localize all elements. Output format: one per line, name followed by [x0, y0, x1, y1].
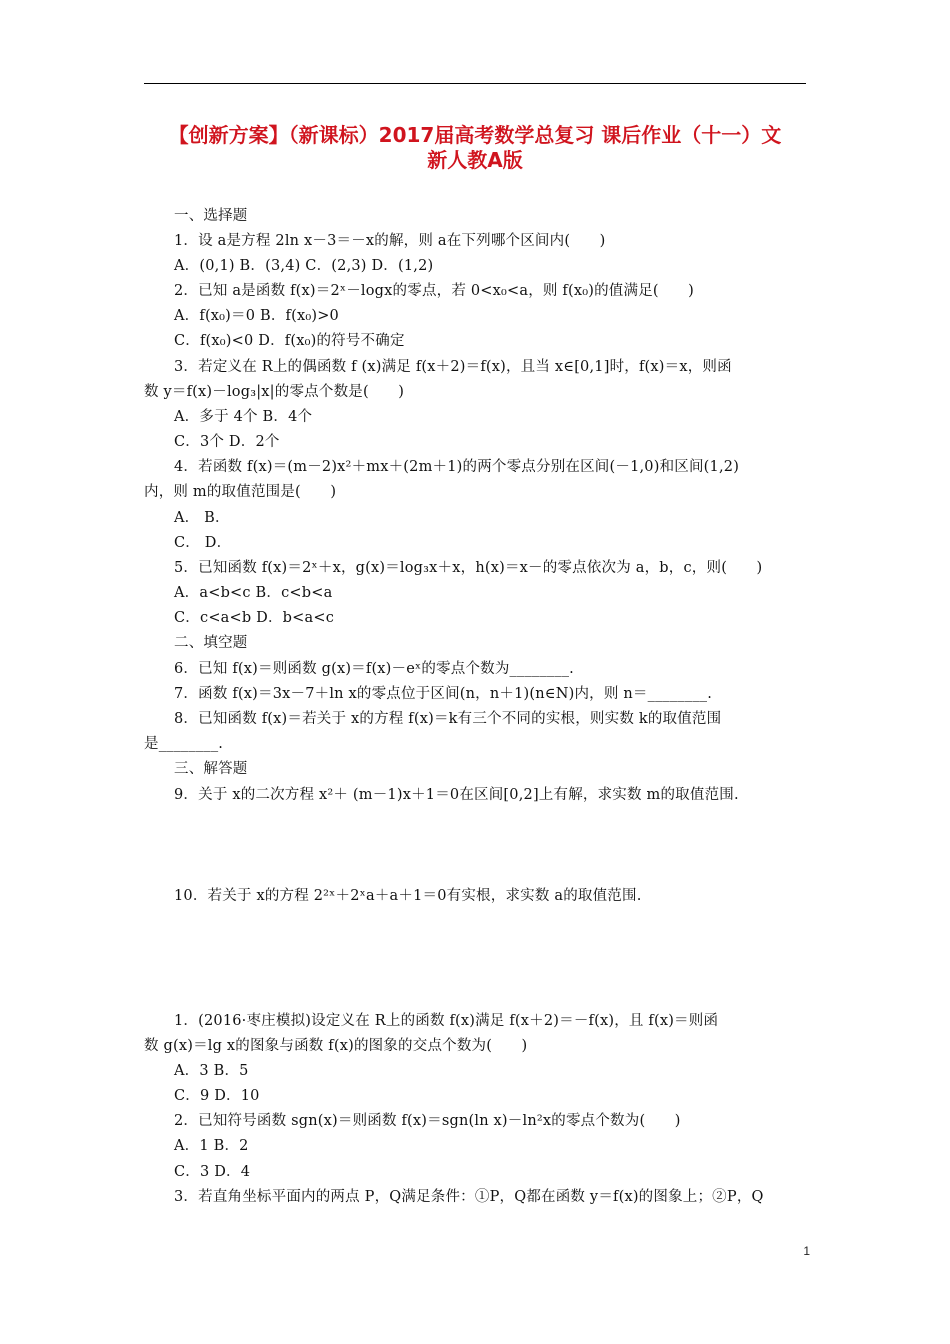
options-line: C．c<a<b D．b<a<c [174, 610, 335, 626]
question-line: 3．若定义在 R上的偶函数 f (x)满足 f(x＋2)＝f(x)，且当 x∈[0,1]时，f(x)＝x，则函 [174, 359, 732, 375]
document-title [144, 123, 806, 173]
options-line: A．1 B．2 [174, 1138, 249, 1154]
question-line-continued: 数 y＝f(x)－log₃|x|的零点个数是( ) [144, 384, 405, 400]
question-line-continued: 数 g(x)＝lg x的图象与函数 f(x)的图象的交点个数为( ) [144, 1038, 528, 1054]
title-line-2: 新人教A版 [427, 148, 523, 172]
title-line-1: 【创新方案】（新课标）2017届高考数学总复习 课后作业（十一）文 [168, 123, 782, 147]
question-line-continued: 是________. [144, 736, 224, 752]
options-line: A．3 B．5 [174, 1063, 249, 1079]
options-line: A．(0,1) B．(3,4) C．(2,3) D．(1,2) [174, 258, 434, 274]
options-line: C． D． [174, 535, 232, 551]
page-number: 1 [803, 1244, 810, 1258]
question-line: 1．设 a是方程 2ln x－3＝－x的解，则 a在下列哪个区间内( ) [174, 233, 606, 249]
options-line: C．3个 D．2个 [174, 434, 280, 450]
question-line: 10．若关于 x的方程 2²ˣ＋2ˣa＋a＋1＝0有实根，求实数 a的取值范围. [174, 888, 642, 904]
options-line: A． B． [174, 510, 230, 526]
question-line: 2．已知符号函数 sgn(x)＝则函数 f(x)＝sgn(ln x)－ln²x的零点个数为( ) [174, 1113, 681, 1129]
question-line: 3．若直角坐标平面内的两点 P，Q满足条件：①P，Q都在函数 y＝f(x)的图象上；②P，Q [174, 1189, 764, 1205]
section-heading: 一、选择题 [174, 208, 248, 224]
options-line: C．f(x₀)<0 D．f(x₀)的符号不确定 [174, 333, 405, 349]
question-line: 2．已知 a是函数 f(x)＝2ˣ－logx的零点，若 0<x₀<a，则 f(x₀)的值满足( ) [174, 283, 695, 299]
options-line: C．3 D．4 [174, 1164, 251, 1180]
question-line: 4．若函数 f(x)＝(m－2)x²＋mx＋(2m＋1)的两个零点分别在区间(－1,0)和区间(1,2) [174, 459, 740, 475]
options-line: A．多于 4个 B．4个 [174, 409, 313, 425]
question-line: 6．已知 f(x)＝则函数 g(x)＝f(x)－eˣ的零点个数为________. [174, 661, 574, 677]
question-line-continued: 内，则 m的取值范围是( ) [144, 484, 337, 500]
options-line: A．a<b<c B．c<b<a [174, 585, 333, 601]
question-line: 1．(2016·枣庄模拟)设定义在 R上的函数 f(x)满足 f(x＋2)＝－f(x)，且 f(x)＝则函 [174, 1013, 719, 1029]
question-line: 8．已知函数 f(x)＝若关于 x的方程 f(x)＝k有三个不同的实根，则实数 k的取值范围 [174, 711, 722, 727]
question-line: 5．已知函数 f(x)＝2ˣ＋x，g(x)＝log₃x＋x，h(x)＝x－的零点依次为 a，b，c，则( ) [174, 560, 763, 576]
section-heading: 二、填空题 [174, 635, 248, 651]
question-line: 9．关于 x的二次方程 x²＋ (m－1)x＋1＝0在区间[0,2]上有解，求实数 m的取值范围. [174, 787, 739, 803]
options-line: A．f(x₀)＝0 B．f(x₀)>0 [174, 308, 339, 324]
section-heading: 三、解答题 [174, 761, 248, 777]
header-rule [144, 83, 806, 84]
options-line: C．9 D．10 [174, 1088, 260, 1104]
question-line: 7．函数 f(x)＝3x－7＋ln x的零点位于区间(n，n＋1)(n∈N)内，则 n＝________. [174, 686, 713, 702]
